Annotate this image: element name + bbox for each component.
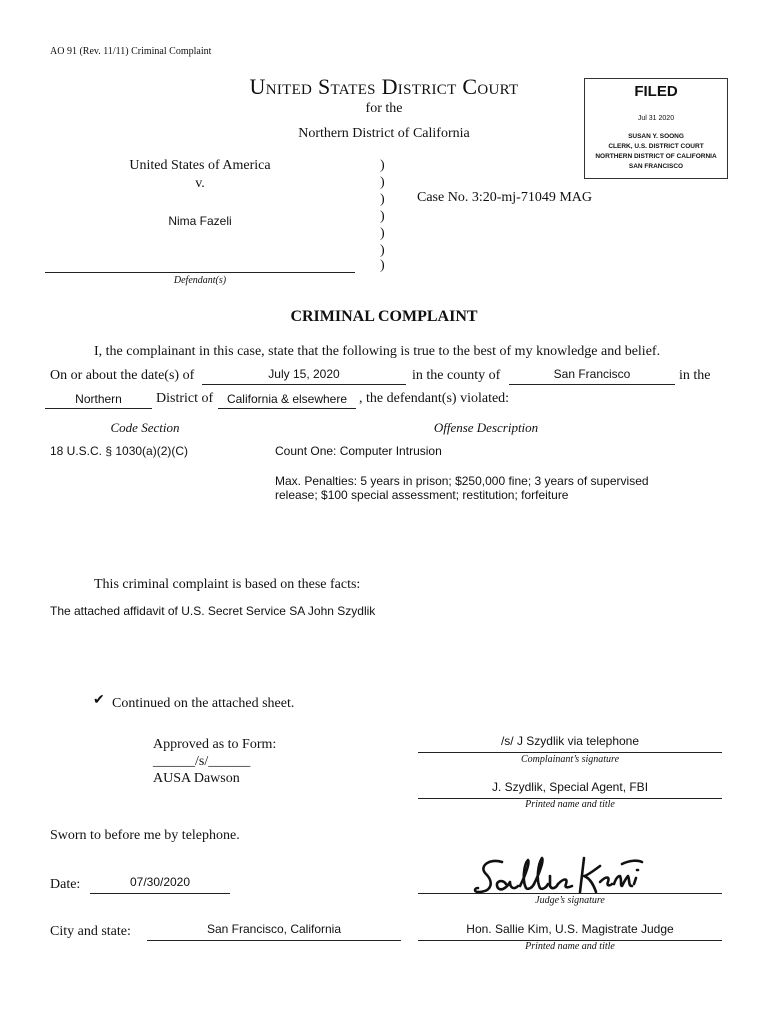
count-one: Count One: Computer Intrusion [275,444,442,458]
code-section-value: 18 U.S.C. § 1030(a)(2)(C) [50,444,189,458]
judge-printed-label: Printed name and title [525,941,615,952]
filed-stamp [584,78,728,179]
stamp-line: SAN FRANCISCO [628,163,684,170]
judge-signature-label: Judge’s signature [535,895,605,906]
versus: v. [195,176,205,191]
caption-paren: ) [380,209,385,224]
caption-paren: ) [380,175,385,190]
continued-checkbox[interactable] [93,691,105,707]
caption-paren: ) [380,226,385,241]
offense-date-underline [202,384,406,385]
on-or-about-label: On or about the date(s) of [50,368,195,383]
offense-description-header: Offense Description [433,420,539,435]
caption-paren: ) [380,258,385,273]
state-field: California & elsewhere [226,392,348,406]
offense-date-field: July 15, 2020 [268,367,340,381]
court-title: United States District Court [249,74,519,99]
case-number: Case No. 3:20-mj-71049 MAG [417,190,592,205]
facts-label: This criminal complaint is based on these facts: [94,577,361,592]
plaintiff-name: United States of America [129,158,271,173]
judge-signature-line [418,893,722,894]
date-label: Date: [50,877,81,892]
approval-line-2: ______/s/______ [153,754,251,769]
district-field: Northern [75,392,122,406]
complainant-printed-name: J. Szydlik, Special Agent, FBI [491,780,649,794]
city-label: City and state: [50,924,131,939]
form-id: AO 91 (Rev. 11/11) Criminal Complaint [50,46,212,57]
county-underline [509,384,675,385]
stamp-line: NORTHERN DISTRICT OF CALIFORNIA [595,153,717,160]
complainant-signature-label: Complainant’s signature [520,754,620,765]
continued-label: Continued on the attached sheet. [112,696,295,711]
statement-intro: I, the complainant in this case, state that the following is true to the best of my knowledge and belief. [94,344,661,359]
sworn-statement: Sworn to before me by telephone. [50,828,240,843]
date-field: 07/30/2020 [129,875,191,889]
penalties-line-1: Max. Penalties: 5 years in prison; $250,000 fine; 3 years of supervised [275,474,649,488]
stamp-line: SUSAN Y. SOONG [628,133,684,140]
stamp-filed: FILED [634,83,678,100]
city-field: San Francisco, California [206,922,342,936]
judge-printed-name: Hon. Sallie Kim, U.S. Magistrate Judge [466,922,674,936]
facts-value: The attached affidavit of U.S. Secret Service SA John Szydlik [50,604,376,618]
court-for-the: for the [365,101,403,116]
complainant-signature: /s/ J Szydlik via telephone [500,734,640,748]
caption-paren: ) [380,192,385,207]
district-of-label: District of [156,391,214,406]
code-section-header: Code Section [110,420,180,435]
violated-label: , the defendant(s) violated: [359,391,510,406]
in-county-label: in the county of [412,368,501,383]
check-icon: ✔ [93,691,105,707]
caption-paren: ) [380,243,385,258]
approval-line-1: Approved as to Form: [153,737,277,752]
approval-line-3: AUSA Dawson [153,771,240,786]
complainant-signature-line [418,752,722,753]
complaint-heading: CRIMINAL COMPLAINT [290,308,478,325]
defendant-name: Nima Fazeli [168,214,232,228]
complainant-printed-label: Printed name and title [525,799,615,810]
stamp-date: Jul 31 2020 [637,115,675,122]
judge-signature-image [472,852,647,898]
date-underline [90,893,230,894]
penalties-line-2: release; $100 special assessment; restitution; forfeiture [275,488,569,502]
city-underline [147,940,401,941]
district-underline [45,408,152,409]
defendant-underline [45,272,355,273]
state-underline [218,408,356,409]
court-district: Northern District of California [298,126,470,141]
stamp-line: CLERK, U.S. DISTRICT COURT [608,143,704,150]
in-the-label: in the [679,368,711,383]
caption-paren: ) [380,158,385,173]
defendant-label: Defendant(s) [173,275,227,286]
county-field: San Francisco [553,367,631,381]
